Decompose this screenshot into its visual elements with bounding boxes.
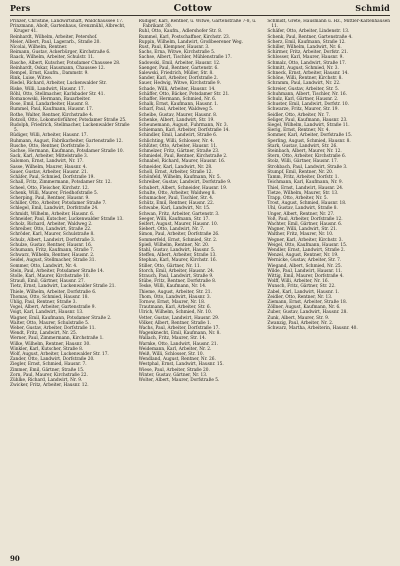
directory-entry: Schuhmann, Albert, Tischler, Nr. 16. (267, 91, 347, 97)
directory-entry: Uhl, Gustav, Landwirt, Straße 8. (267, 206, 338, 212)
directory-entry: Schwarz, Martha, Arbeiterin, Hausnr. 40. (267, 325, 358, 331)
directory-entry: Zabel, Karl, Landwirt, Hausnr. 1. (267, 289, 340, 295)
directory-entry: Stephan, Karl, Maurer, Kirchstr. 16. (138, 258, 217, 264)
directory-entry: Schenk, Willi, Maurer, Friedhofstraße 5. (10, 190, 99, 196)
directory-entry: Sachse, Hermann, Kaufmann, Potsdamer Straße 10. (10, 149, 124, 155)
directory-entry: Salomon, Ernst, Landwirt, Nr. 17. (10, 159, 84, 165)
directory-entry: Steinbach, Albert, Maurer, Nr. 12. (267, 149, 342, 155)
directory-entry: Meier, Albert, Paul, Lagerarb., Straße 20. (10, 39, 101, 45)
directory-entry: Sierig, Ernst, Rentner, Nr. 4. (267, 128, 330, 134)
directory-entry: Reinhardt, Oskar, Hausmann, Chaussee 12. (10, 65, 105, 71)
directory-entry: Tietz, Ernst, Landwirt, Luckenwalder Straße 21. (10, 284, 116, 290)
directory-entry: Zander, Otto, Landwirt, Dorfstraße 20. (10, 357, 95, 363)
directory-entry: Zunk, Albert, Maurer, Str. 9. (267, 315, 330, 321)
directory-entry: Nicolai, Wilhelm, Rentner. (10, 45, 68, 51)
directory-entry: Raack, Wilhelm, Arbeiter, Schulstr. 11. (10, 55, 95, 61)
directory-entry: Thom, Otto, Landwirt, Hausnr. 3. (138, 294, 211, 300)
directory-entry: Schaffer, Hermann, Schmied, Nr. 6. (138, 97, 217, 103)
directory-entry: Strauß, Emil, Gärtner, Hausnr. 27. (10, 279, 85, 285)
directory-entry: Schneck, Ernst, Arbeiter, Hausnr. 14. (267, 71, 349, 77)
directory-entry: Wagenknecht, Emil, Kaufmann, Nr. 8. (138, 331, 221, 337)
directory-entry: Schade, Willi, Arbeiter, Hausnr. 14. (138, 86, 216, 92)
directory-entry: Weiß, Willi, Schlosser, Str. 10. (138, 352, 204, 357)
directory-entry: Ziegler, Ernst, Schmied, Hausnr. 7. (10, 362, 87, 368)
directory-entry: Schramm, Paul, Landwirt, Nr. 22. (267, 81, 341, 87)
directory-entry: Teske, Willi, Kaufmann, Nr. 14. (138, 284, 207, 290)
directory-entry: Thomas, Otto, Schmied, Hausnr. 18. (10, 294, 89, 300)
directory-entry: Voß, Paul, Arbeiter, Dorfstraße 12. (267, 216, 343, 222)
directory-entry: Völker, Albert, Rentner, Straße 1. (138, 320, 212, 326)
directory-entry: Ruppin, Wilhelm, Landwirt, Großbeerener Weg. (138, 39, 243, 45)
directory-entry: Romanowski, Hermann, Bauarbeiter. (10, 97, 91, 103)
directory-entry: Stolle, Karl, Maurer, Kirchstraße 10. (10, 273, 90, 279)
directory-entry: Schirmer, Fritz, Arbeiter, Dorfstr. 21. (267, 50, 349, 56)
directory-entry: Stein, Paul, Arbeiter, Potsdamer Straße 14. (10, 268, 105, 274)
directory-entry: Schulte, Otto, Arbeiter, Waldweg 8. (138, 190, 216, 196)
directory-entry: Siegel, Wilhelm, Landwirt, Straße 11. (267, 123, 350, 129)
directory-entry: Schönfeld, Wilhelm, Kaufmann, Nr. 5. (138, 175, 221, 181)
directory-entry: Seeger, Willi, Kaufmann, Str. 17. (138, 216, 210, 222)
directory-entry: Wendt, Fritz, Landwirt, Nr. 25. (10, 331, 78, 337)
directory-entry: Schöne, Willi, Rentner, Kirchstr. 8. (267, 76, 343, 82)
directory-entry: Schulze, Gustav, Rentner, Hausnr. 16. (10, 242, 93, 248)
directory-entry: Tamm, Fritz, Arbeiter, Dorfstr. 1. (267, 175, 339, 181)
directory-entry: Westphal, Ernst, Landwirt, Hausnr. 15. (138, 362, 224, 368)
directory-entry: Stark, Gustav, Landwirt, Str. 26. (267, 143, 338, 149)
directory-entry: Schwan, Fritz, Arbeiter, Gartenstr. 3. (138, 211, 220, 217)
header-right: Schmid (355, 3, 390, 13)
directory-entry: Rempel, Ernst, Kaufm., Dammstr. 9. (10, 71, 89, 77)
directory-entry: Scharf, Paul, Arbeiter, Waldweg 5. (138, 107, 214, 113)
directory-entry: Sasse, Wilhelm, Maurer, Hausnr. 4. (10, 164, 87, 170)
directory-entry: Weidemann, Karl, Arbeiter, Nr. 2. (138, 346, 212, 352)
directory-entry: Scherping, Paul, Rentner, Hausnr. 9. (10, 195, 90, 201)
directory-entry: Siebert, Otto, Landwirt, Nr. 7. (138, 227, 205, 233)
directory-entry: Zwicker, Fritz, Arbeiter, Hausnr. 12. (10, 383, 89, 389)
directory-entry: Rüdiger, Karl, Rentner, u. Witwe, Gartenstraße 7-8, u. Fabrikant 30. (138, 19, 257, 30)
directory-entry: Seifert, August, Maurer, Hausnr. 10. (138, 221, 219, 227)
directory-entry: Röhl, Otto, Stellmacher, Karlsbader Str. 41. (10, 91, 105, 97)
directory-entry: Wachter, Emil, Gärtner, Hausnr. 6. (267, 221, 343, 227)
directory-entry: Schütz, Emil, Rentner, Hausnr. 22. (138, 201, 215, 207)
directory-entry: Winkler, Karl, Kutscher, Straße 8. (10, 346, 84, 352)
directory-entry: Schmalz, Otto, Landwirt, Straße 17. (267, 60, 347, 66)
directory-entry: Saenger, Paul, Rentner, Gartenstr. 6. (138, 65, 219, 71)
directory-entry: Sachs, Erna, Witwe, Kirchstraße 5. (138, 50, 216, 56)
directory-entry: Schmidt, Grete, Hausmann u. Hz., Mittler-Kaltenhausen 11. (267, 19, 391, 30)
directory-entry: Wilde, Paul, Landwirt, Hausnr. 11. (267, 268, 343, 274)
directory-entry: Schuster, Emil, Landwirt, Dorfstr. 10. (267, 102, 349, 108)
header-left: Pers (10, 3, 31, 13)
directory-entry: Weber, Gustav, Arbeiter, Dorfstraße 11. (10, 325, 96, 331)
directory-entry: Schmelzer, Fritz, Gärtner, Straße 23. (138, 149, 220, 155)
column-1 (10, 19, 133, 551)
directory-entry: Riedel, Richard, Arbeiter, Luckenwalder Str. (10, 81, 107, 87)
directory-entry: Scheibe, Gustav, Maurer, Hausnr. 8. (138, 112, 218, 118)
directory-entry: Schindler, Emil, Landwirt, Straße 6. (138, 133, 218, 139)
directory-entry: Scherz, Emil, Kaufmann, Straße 12. (267, 39, 346, 45)
directory-entry: Weigel, Otto, Kaufmann, Hausnr. 15. (267, 242, 348, 248)
directory-entry: Strohbach, Paul, Landwirt, Straße 3. (267, 164, 348, 170)
directory-entry: Zimmer, Emil, Gärtner, Straße 15. (10, 367, 85, 373)
directory-entry: Schlüter, Otto, Arbeiter, Hausnr. 11. (138, 143, 218, 149)
directory-entry: Rose, Emil, Landarbeiter, Hausnr. 8. (10, 102, 90, 108)
directory-entry: Schiemann, Karl, Arbeiter, Dorfstraße 14. (138, 128, 230, 134)
directory-entry: Prinzmann, Abolt, Gartenhaus, Grenzmühl, Albrecht, Kruger 41. (10, 24, 126, 35)
directory-entry: Schreiber, Otto, Landwirt, Straße 22. (10, 227, 92, 233)
directory-entry: Riske, Willi, Landwirt, Hausnr. 17. (10, 86, 85, 92)
directory-entry: Trost, August, Schmied, Hausnr. 18. (267, 201, 347, 207)
directory-entry: Ziemann, Ernst, Arbeiter, Straße 18. (267, 299, 348, 305)
directory-entry: Schnabel, Richard, Maurer, Hausnr. 16. (138, 159, 226, 165)
directory-entry: Wagner, Emil, Kaufmann, Potsdamer Straße 2. (10, 315, 112, 321)
directory-entry: Steffen, Albert, Arbeiter, Straße 13. (138, 253, 217, 259)
directory-entry: Schlegel, Emil, Landwirt, Dorfstraße 24. (10, 206, 99, 212)
directory-entry: Schröder, Karl, Maurer, Schulstraße 8. (10, 232, 95, 238)
directory-entry: Simon, Paul, Arbeiter, Dorfstraße 26. (138, 232, 220, 238)
directory-entry: Wolff, Willi, Arbeiter, Nr. 16. (267, 279, 329, 285)
directory-entry: Ruhmann, August, Fabrikarbeiter, Gartenstraße 12. (10, 138, 123, 144)
directory-entry: Scheel, Otto, Fleischer, Kirchstr. 12. (10, 185, 90, 191)
directory-entry: Schmitt, August, Schmied, Nr. 3. (267, 65, 339, 71)
directory-entry: Zühlke, Richard, Landwirt, Nr. 9. (10, 378, 83, 384)
column-3 (267, 19, 390, 551)
page-number: 90 (10, 554, 20, 563)
directory-entry: Wachs, Paul, Arbeiter, Dorfstraße 17. (138, 325, 220, 331)
directory-entry: Tornow, Ernst, Maurer, Nr. 18. (138, 299, 206, 305)
directory-entry: Wiese, Paul, Arbeiter, Straße 20. (138, 367, 210, 373)
directory-entry: Vogel, Albert, Arbeiter, Gartenstraße 9. (10, 305, 96, 311)
directory-entry: Wiegand, Albert, Schmied, Nr. 25. (267, 263, 342, 269)
directory-entry: Seliger, Paul, Kaufmann, Hausnr. 23. (267, 117, 348, 123)
directory-entry: Stolz, Willi, Gärtner, Hausnr. 17. (267, 159, 339, 165)
directory-entry: Wegner, Karl, Arbeiter, Kirchstr. 3. (267, 237, 343, 243)
directory-entry: Prinzer, Christine, Landwirtshaft, Waldchaussee 17. (10, 19, 124, 24)
directory-entry: Trapp, Otto, Arbeiter, Nr. 5. (267, 195, 328, 201)
directory-entry: Rotzoll, Otto, Lokomotivführer, Potsdamer Straße 25. (10, 117, 127, 123)
directory-entry: Wunsch, Fritz, Gärtner, Str. 22. (267, 284, 336, 290)
directory-entry: Rusche, Otto, Rentner, Dorfstraße 3. (10, 143, 90, 149)
directory-entry: Schwarz, Wilhelm, Rentner, Hausnr. 2. (10, 253, 95, 259)
directory-entry: Spieß, Wilhelm, Rentner, Nr. 20. (138, 242, 210, 248)
directory-entry: Stahl, Gustav, Landwirt, Hausnr. 5. (138, 247, 216, 253)
directory-entry: Sommerfeld, Ernst, Schmied, Str. 2. (138, 237, 218, 243)
directory-entry: Stiller, Otto, Gärtner, Nr. 11. (138, 263, 201, 269)
directory-entry: Teichmann, Karl, Kaufmann, Nr. 9. (267, 180, 344, 186)
directory-entry: Wernicke, Gustav, Arbeiter, Str. 7. (267, 258, 342, 264)
directory-entry: Schlichting, Willi, Schlosser, Nr. 4. (138, 138, 215, 144)
directory-entry: Wolter, Albert, Maurer, Dorfstraße 5. (138, 378, 220, 384)
directory-entry: Ruhl, Otto, Kaufm., Adlershofer Str. 8. (138, 29, 223, 35)
directory-entry: Rothe, Walter, Rentner, Kirchstraße 4. (10, 112, 94, 118)
directory-entry: Schmidt, Wilhelm, Arbeiter, Hausnr. 6. (10, 211, 95, 217)
directory-entry: Warnke, Otto, Landwirt, Hausnr. 21. (138, 341, 218, 347)
directory-entry: Schiller, Wilhelm, Landwirt, Nr. 6. (267, 45, 342, 51)
directory-entry: Sachse, Albert, Tischler, Mühlenstraße 17. (138, 55, 232, 61)
column-2 (139, 19, 262, 551)
directory-entry: Rink, Luise, Witwe. (10, 76, 53, 82)
directory-entry: Tietze, Wilhelm, Maurer, Str. 13. (267, 190, 339, 196)
directory-entry: Schenke, Albert, Landwirt, Str. 19. (138, 117, 215, 123)
directory-entry: Rüdiger, Willi, Arbeiter, Hausnr. 17. (10, 133, 88, 139)
directory-entry: Wilke, Wilhelm, Rentner, Hausnr. 30. (10, 341, 91, 347)
directory-entry: Wolf, August, Arbeiter, Luckenwalder Str. 17. (10, 352, 109, 357)
directory-entry: Schneider, Paul, Kutscher, Luckenwalder Straße 13. (10, 216, 124, 222)
directory-entry: Reinhardt, Wilhelm, Arbeiter, Petershof. (10, 34, 98, 40)
directory-entry: Reimann, Gustav, Ackerbürger, Kirchstraße 6. (10, 50, 111, 56)
directory-entry: Wenzel, August, Rentner, Nr. 19. (267, 253, 339, 259)
directory-entry: Sauer, Gustav, Arbeiter, Hausnr. 21. (10, 169, 89, 175)
directory-entry: Scholz, Richard, Arbeiter, Waldweg 2. (10, 221, 93, 227)
directory-entry: Rummel, Karl, Postschaffner, Kirchstr. 23. (138, 34, 231, 40)
directory-entry: Werner, Paul, Zimmermann, Kirchstraße 1. (10, 336, 104, 342)
directory-entry: Schwabe, Karl, Landwirt, Nr. 15. (138, 206, 211, 212)
directory-entry: Sack, Karl, Arbeiter, Mittelstraße 3. (10, 154, 89, 160)
directory-entry: Rust, Paul, Klempner, Hausnr. 3. (138, 45, 210, 51)
directory-entry: Schumacher, Paul, Tischler, Str. 4. (138, 195, 214, 201)
directory-entry: Sander, Karl, Arbeiter, Dorfstraße 2. (138, 76, 218, 82)
directory-entry: Uhlig, Paul, Rentner, Straße 3. (10, 299, 77, 305)
directory-entry: Zwanzig, Paul, Arbeiter, Nr. 2. (267, 320, 334, 326)
directory-entry: Rummel, Paul, Kaufmann, Hausnr. 17. (10, 107, 94, 113)
directory-entry: Thiele, Wilhelm, Arbeiter, Dorfstraße 6. (10, 289, 97, 295)
directory-entry: Stern, Otto, Arbeiter, Kirchstraße 6. (267, 154, 347, 160)
directory-entry: Winter, Gustav, Gärtner, Nr. 13. (138, 372, 208, 378)
header-rule (10, 15, 390, 16)
directory-entry: Seidel, August, Stellmacher, Straße 31. (10, 258, 96, 264)
directory-entry: Wendler, Ernst, Landwirt, Straße 2. (267, 247, 345, 253)
directory-entry: Schäfer, Otto, Arbeiter, Lindenstr. 13. (267, 29, 350, 35)
directory-entry: Sommer, Karl, Arbeiter, Dorfstraße 15. (267, 133, 353, 139)
directory-entry: Schall, Fritz, Zimmermann, Potsdamer Str. 12. (10, 180, 112, 186)
directory-entry: Voigt, Karl, Landwirt, Hausnr. 13. (10, 310, 84, 316)
directory-entry: Schenk, Paul, Rentner, Gartenstraße 4. (267, 34, 353, 40)
directory-entry: Schmiedel, Paul, Rentner, Kirchstraße 2. (138, 154, 228, 160)
directory-entry: Thiel, Ernst, Landwirt, Hausnr. 24. (267, 185, 344, 191)
directory-entry: Wallach, Fritz, Maurer, Str. 14. (138, 336, 207, 342)
directory-entry: Schneider, Karl, Landwirt, Nr. 28. (138, 164, 213, 170)
directory-entry: Schreier, Gustav, Arbeiter, Str. 5. (267, 86, 340, 92)
columns (10, 19, 390, 551)
directory-entry: Wittig, Emil, Maurer, Dorfstraße 4. (267, 273, 344, 279)
directory-entry: Wendland, August, Rentner, Nr. 26. (138, 357, 216, 363)
directory-entry: Walter, Otto, Maurer, Schulstraße 5. (10, 320, 90, 326)
directory-entry: Thieme, August, Arbeiter, Str. 21. (138, 289, 212, 295)
directory-entry: Zöllner, August, Kaufmann, Nr. 6. (267, 305, 341, 311)
directory-entry: Rasche, Albert, Kutscher, Potsdamer Chaussee 28. (10, 60, 121, 66)
directory-entry: Stübe, Fritz, Rentner, Dorfstraße 8. (138, 279, 217, 285)
directory-entry: Stumpf, Emil, Rentner, Nr. 20. (267, 169, 334, 175)
directory-entry: Schulz, Karl, Gärtner, Hausnr. 2. (267, 97, 339, 103)
directory-entry: Trautmann, Karl, Arbeiter, Str. 6. (138, 305, 211, 311)
directory-entry: Wagner, Willi, Landwirt, Str. 21. (267, 227, 338, 233)
directory-entry: Zuber, Gustav, Landwirt, Hausnr. 28. (267, 310, 348, 316)
directory-entry: Schulz, Albert, Landwirt, Dorfstraße 3. (10, 237, 96, 243)
running-header (10, 3, 390, 15)
directory-entry: Schreiber, Gustav, Landwirt, Dorfstraße 9. (138, 180, 232, 186)
directory-entry: Schubert, Albert, Schneider, Hausnr. 19. (138, 185, 228, 191)
directory-entry: Vetter, Gustav, Landwirt, Hausnr. 29. (138, 315, 220, 321)
directory-entry: Schäfer, Paul, Schmied, Dorfstraße 19. (10, 175, 95, 181)
directory-entry: Schumann, Fritz, Kaufmann, Straße 7. (10, 247, 95, 253)
directory-entry: Sperling, August, Schmied, Hausnr. 8. (267, 138, 351, 144)
directory-entry: Schäffer, Otto, Bäcker, Potsdamer Str. 21. (138, 91, 230, 97)
directory-entry: Seidler, Otto, Arbeiter, Nr. 7. (267, 112, 331, 118)
directory-entry: Walther, Fritz, Maurer, Nr. 10. (267, 232, 334, 238)
directory-entry: Ulrich, Wilhelm, Schmied, Nr. 10. (138, 310, 213, 316)
directory-entry: Strauch, Paul, Landwirt, Straße 9. (138, 273, 214, 279)
directory-entry: Scheunemann, August, Fuhrmann, Nr. 3. (138, 123, 229, 129)
directory-entry: Schiller, Otto, Arbeiter, Potsdamer Straße 7. (10, 201, 107, 207)
directory-entry: Storch, Emil, Arbeiter, Hausnr. 24. (138, 268, 215, 274)
directory-entry: Sauer, Hedwig, Witwe, Kirchstraße 9. (138, 81, 222, 87)
directory-entry: Zorn, Paul, Maurer, Kirchstraße 22. (10, 372, 88, 378)
directory-entry: Schlosser, Karl, Maurer, Hausnr. 9. (267, 55, 344, 61)
directory-entry: Unger, Albert, Rentner, Nr. 27. (267, 211, 335, 217)
directory-entry: Salewski, Friedrich, Müller, Str. 8. (138, 71, 214, 77)
directory-entry: Schalk, Ernst, Kaufmann, Hausnr. 1. (138, 102, 219, 108)
directory-entry: Scholl, Ernst, Arbeiter, Straße 12. (138, 169, 213, 175)
directory-entry: Schwarze, Fritz, Maurer, Str. 19. (267, 107, 339, 113)
directory-entry: Rudolph, Friedrich, Stellmacher, Luckenwalder Straße 5. (10, 123, 130, 134)
header-title: Cottow (173, 3, 213, 14)
directory-entry: Zeidler, Otto, Rentner, Nr. 13. (267, 294, 333, 300)
directory-entry: Sadowski, Emil, Arbeiter, Hausnr. 12. (138, 60, 221, 66)
directory-entry: Sommer, Otto, Landwirt, Nr. 4. (10, 263, 78, 269)
